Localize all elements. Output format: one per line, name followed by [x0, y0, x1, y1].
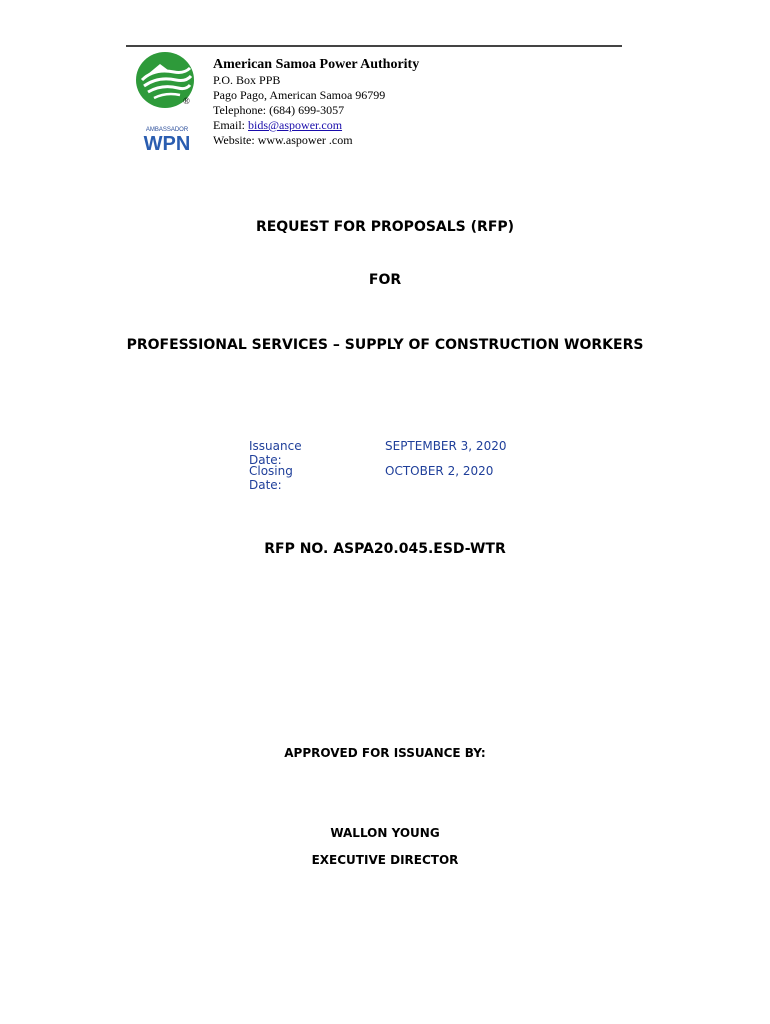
registered-mark: ®	[183, 96, 190, 106]
website: Website: www.aspower .com	[213, 133, 353, 147]
address-line-1: P.O. Box PPB	[213, 73, 281, 87]
email-line	[213, 118, 419, 133]
issuance-label: Issuance Date:	[249, 439, 302, 467]
closing-label: Closing Date:	[249, 464, 293, 492]
approval-label: APPROVED FOR ISSUANCE BY:	[284, 746, 486, 760]
letterhead	[213, 56, 419, 148]
for-heading: FOR	[368, 272, 402, 288]
address-line-2: Pago Pago, American Samoa 96799	[213, 88, 386, 102]
rfp-heading: REQUEST FOR PROPOSALS (RFP)	[255, 219, 515, 235]
email-link[interactable]: bids@aspower.com	[248, 118, 343, 132]
issuance-value: SEPTEMBER 3, 2020	[385, 439, 507, 453]
project-title: PROFESSIONAL SERVICES – SUPPLY OF CONSTRUCTION WORKERS	[126, 337, 644, 353]
approver-title: EXECUTIVE DIRECTOR	[311, 853, 459, 867]
rfp-number: RFP NO. ASPA20.045.ESD-WTR	[264, 541, 506, 557]
wpn-logo-icon	[133, 124, 201, 154]
svg-text:AMBASSADOR: AMBASSADOR	[145, 127, 189, 133]
org-name: American Samoa Power Authority	[213, 57, 420, 72]
approver-name: WALLON YOUNG	[330, 826, 440, 840]
header-rule	[126, 45, 622, 47]
closing-value: OCTOBER 2, 2020	[385, 464, 494, 478]
svg-text:WPN: WPN	[143, 133, 191, 154]
telephone: Telephone: (684) 699-3057	[213, 103, 345, 117]
email-prefix: Email:	[213, 118, 248, 132]
